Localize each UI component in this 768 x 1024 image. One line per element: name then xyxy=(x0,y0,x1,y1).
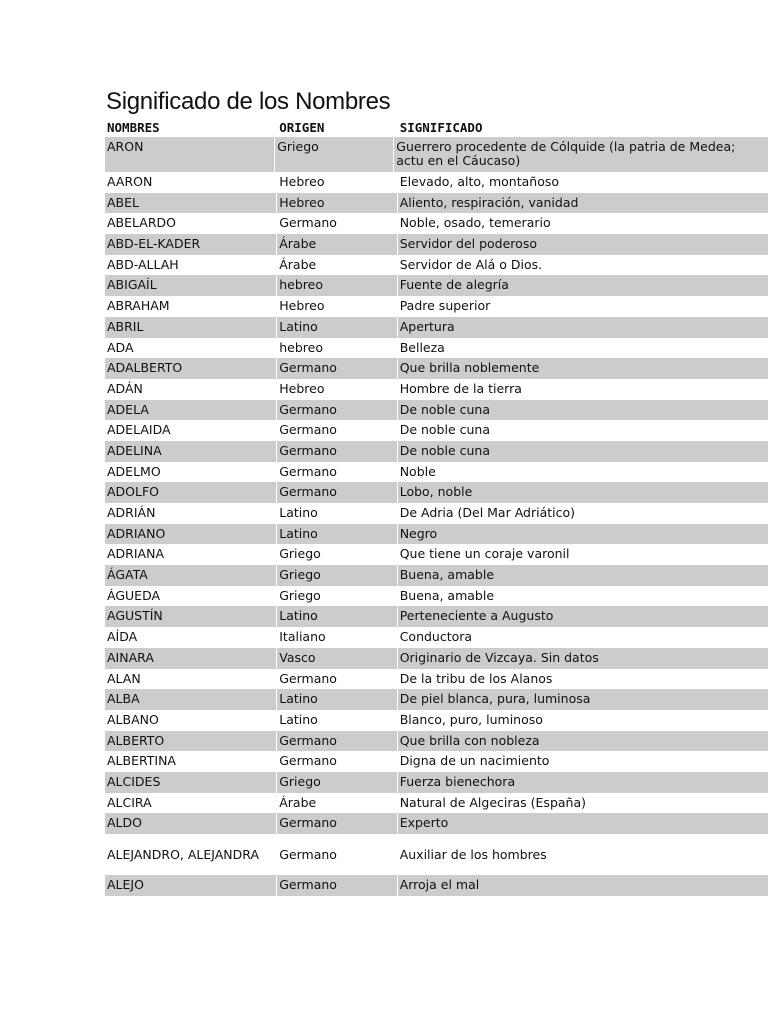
cell-origin: Árabe xyxy=(279,794,317,810)
cell-name: ADRIÁN xyxy=(107,505,156,520)
cell-origin: Árabe xyxy=(277,234,396,255)
cell-meaning: Servidor del poderoso xyxy=(398,234,768,255)
cell-name: ADOLFO xyxy=(105,482,276,503)
cell-name: ALEJO xyxy=(105,875,276,896)
table-row xyxy=(105,379,768,400)
cell-meaning: Buena, amable xyxy=(398,565,768,586)
cell-meaning: Apertura xyxy=(398,317,768,338)
table-row xyxy=(105,834,768,875)
table-row xyxy=(105,751,768,772)
cell-origin: Germano xyxy=(277,482,396,503)
cell-meaning: Servidor de Alá o Dios. xyxy=(399,256,543,272)
cell-origin: Germano xyxy=(277,731,396,752)
cell-origin: Latino xyxy=(279,711,318,727)
table-row xyxy=(105,731,768,752)
cell-meaning: Buena, amable xyxy=(399,587,495,603)
cell-origin: Griego xyxy=(279,546,321,562)
cell-origin: Latino xyxy=(277,317,396,338)
cell-name: ALBANO xyxy=(107,711,159,727)
cell-name: ALBERTO xyxy=(105,731,276,752)
cell-name: AÍDA xyxy=(107,629,138,645)
cell-name: ALEJANDRO, ALEJANDRA xyxy=(107,847,260,862)
cell-origin: Griego xyxy=(277,772,396,793)
table-row xyxy=(105,772,768,793)
table-row xyxy=(105,710,768,731)
cell-name: ADELAIDA xyxy=(107,422,171,438)
cell-origin: Italiano xyxy=(279,629,326,645)
cell-origin: Latino xyxy=(277,524,396,545)
cell-name: ADRIANO xyxy=(105,524,276,545)
table-row xyxy=(105,462,768,483)
cell-name: ABEL xyxy=(105,193,276,214)
cell-name: ADÁN xyxy=(107,380,143,396)
cell-name: AGUSTÍN xyxy=(105,606,276,627)
cell-name: ADA xyxy=(107,339,134,355)
cell-origin: Germano xyxy=(279,847,337,862)
table-row xyxy=(105,172,768,193)
cell-meaning: Que brilla con nobleza xyxy=(398,731,768,752)
table-row xyxy=(105,317,768,338)
cell-meaning: Belleza xyxy=(399,339,445,355)
table-row xyxy=(105,875,768,896)
cell-origin: hebreo xyxy=(277,275,396,296)
cell-name: ALAN xyxy=(107,670,141,686)
cell-meaning: Aliento, respiración, vanidad xyxy=(398,193,768,214)
table-body xyxy=(105,137,768,896)
cell-meaning: Lobo, noble xyxy=(398,482,768,503)
cell-meaning: Fuerza bienechora xyxy=(398,772,768,793)
cell-name: AARON xyxy=(107,174,153,189)
cell-name: ABRIL xyxy=(105,317,276,338)
cell-meaning: Hombre de la tierra xyxy=(399,380,522,396)
cell-origin: Árabe xyxy=(279,256,317,272)
cell-meaning: Negro xyxy=(398,524,768,545)
cell-meaning: De noble cuna xyxy=(398,400,768,421)
cell-name: ALCIRA xyxy=(107,794,152,810)
cell-origin: Latino xyxy=(277,606,396,627)
table-row xyxy=(105,441,768,462)
cell-origin: Griego xyxy=(279,587,321,603)
cell-name: ABD-ALLAH xyxy=(107,256,179,272)
cell-name: ABRAHAM xyxy=(107,298,170,314)
names-table xyxy=(105,117,768,896)
cell-meaning: De noble cuna xyxy=(399,422,491,438)
cell-meaning: De noble cuna xyxy=(398,441,768,462)
cell-name: ADRIANA xyxy=(107,546,165,562)
table-row xyxy=(105,234,768,255)
cell-name: ÁGUEDA xyxy=(107,587,161,603)
cell-name: ÁGATA xyxy=(105,565,276,586)
cell-name: ABD-EL-KADER xyxy=(105,234,276,255)
cell-name: ADELINA xyxy=(105,441,276,462)
table-row xyxy=(105,669,768,690)
cell-name: ALCIDES xyxy=(105,772,276,793)
cell-origin: Germano xyxy=(277,441,396,462)
cell-meaning: Fuente de alegría xyxy=(398,275,768,296)
header-significado: SIGNIFICADO xyxy=(399,119,483,135)
cell-origin: Latino xyxy=(279,505,318,520)
table-row xyxy=(105,648,768,669)
cell-name: ADELMO xyxy=(107,463,161,479)
header-origen: ORIGEN xyxy=(279,119,325,135)
table-row xyxy=(105,503,768,524)
table-row xyxy=(105,813,768,834)
table-row xyxy=(105,338,768,359)
table-row xyxy=(105,565,768,586)
cell-name: ADELA xyxy=(105,400,276,421)
cell-origin: Hebreo xyxy=(279,174,325,189)
cell-meaning: Padre superior xyxy=(399,298,491,314)
cell-meaning: Originario de Vizcaya. Sin datos xyxy=(398,648,768,669)
cell-origin: Germano xyxy=(279,753,337,769)
table-row xyxy=(105,275,768,296)
table-row xyxy=(105,793,768,814)
cell-meaning: De la tribu de los Alanos xyxy=(399,670,553,686)
cell-meaning: De piel blanca, pura, luminosa xyxy=(398,689,768,710)
cell-meaning: De Adria (Del Mar Adriático) xyxy=(399,505,576,520)
cell-meaning: Auxiliar de los hombres xyxy=(399,847,547,862)
table-header xyxy=(105,117,768,137)
cell-origin: Germano xyxy=(277,400,396,421)
table-row xyxy=(105,420,768,441)
table-row xyxy=(105,482,768,503)
table-row xyxy=(105,627,768,648)
table-row xyxy=(105,358,768,379)
cell-name: ALDO xyxy=(105,813,276,834)
table-row xyxy=(105,400,768,421)
cell-origin: Germano xyxy=(277,358,396,379)
cell-origin: Germano xyxy=(279,422,337,438)
cell-origin: Germano xyxy=(279,670,337,686)
cell-meaning: Conductora xyxy=(399,629,473,645)
cell-origin: hebreo xyxy=(279,339,323,355)
cell-meaning: Natural de Algeciras (España) xyxy=(399,794,587,810)
cell-name: ALBA xyxy=(105,689,276,710)
table-row xyxy=(105,544,768,565)
cell-meaning: Guerrero procedente de Cólquide (la patria de Medea; actu en el Cáucaso) xyxy=(394,137,768,172)
table-row xyxy=(105,606,768,627)
cell-name: ABIGAÍL xyxy=(105,275,276,296)
cell-origin: Vasco xyxy=(277,648,396,669)
table-row xyxy=(105,296,768,317)
cell-name: AINARA xyxy=(105,648,276,669)
cell-meaning: Que brilla noblemente xyxy=(398,358,768,379)
cell-origin: Griego xyxy=(277,565,396,586)
cell-origin: Hebreo xyxy=(277,193,396,214)
cell-origin: Hebreo xyxy=(279,380,325,396)
cell-meaning: Blanco, puro, luminoso xyxy=(399,711,543,727)
cell-meaning: Experto xyxy=(398,813,768,834)
cell-meaning: Que tiene un coraje varonil xyxy=(399,546,570,562)
table-row xyxy=(105,193,768,214)
cell-origin: Griego xyxy=(275,137,393,172)
cell-origin: Germano xyxy=(279,215,337,231)
table-row xyxy=(105,137,768,172)
cell-origin: Germano xyxy=(277,875,396,896)
cell-meaning: Arroja el mal xyxy=(398,875,768,896)
cell-name: ABELARDO xyxy=(107,215,176,231)
table-row xyxy=(105,255,768,276)
cell-meaning: Elevado, alto, montañoso xyxy=(399,174,560,189)
cell-origin: Germano xyxy=(279,463,337,479)
cell-name: ADALBERTO xyxy=(105,358,276,379)
page-title: Significado de los Nombres xyxy=(106,88,391,115)
cell-meaning: Digna de un nacimiento xyxy=(399,753,550,769)
cell-name: ARON xyxy=(105,137,274,172)
cell-meaning: Noble, osado, temerario xyxy=(399,215,551,231)
table-row xyxy=(105,689,768,710)
table-row xyxy=(105,586,768,607)
table-row xyxy=(105,213,768,234)
header-nombres: NOMBRES xyxy=(107,119,160,135)
cell-origin: Latino xyxy=(277,689,396,710)
table-row xyxy=(105,524,768,545)
cell-meaning: Noble xyxy=(399,463,436,479)
cell-origin: Germano xyxy=(277,813,396,834)
cell-name: ALBERTINA xyxy=(107,753,176,769)
cell-meaning: Perteneciente a Augusto xyxy=(398,606,768,627)
cell-origin: Hebreo xyxy=(279,298,325,314)
